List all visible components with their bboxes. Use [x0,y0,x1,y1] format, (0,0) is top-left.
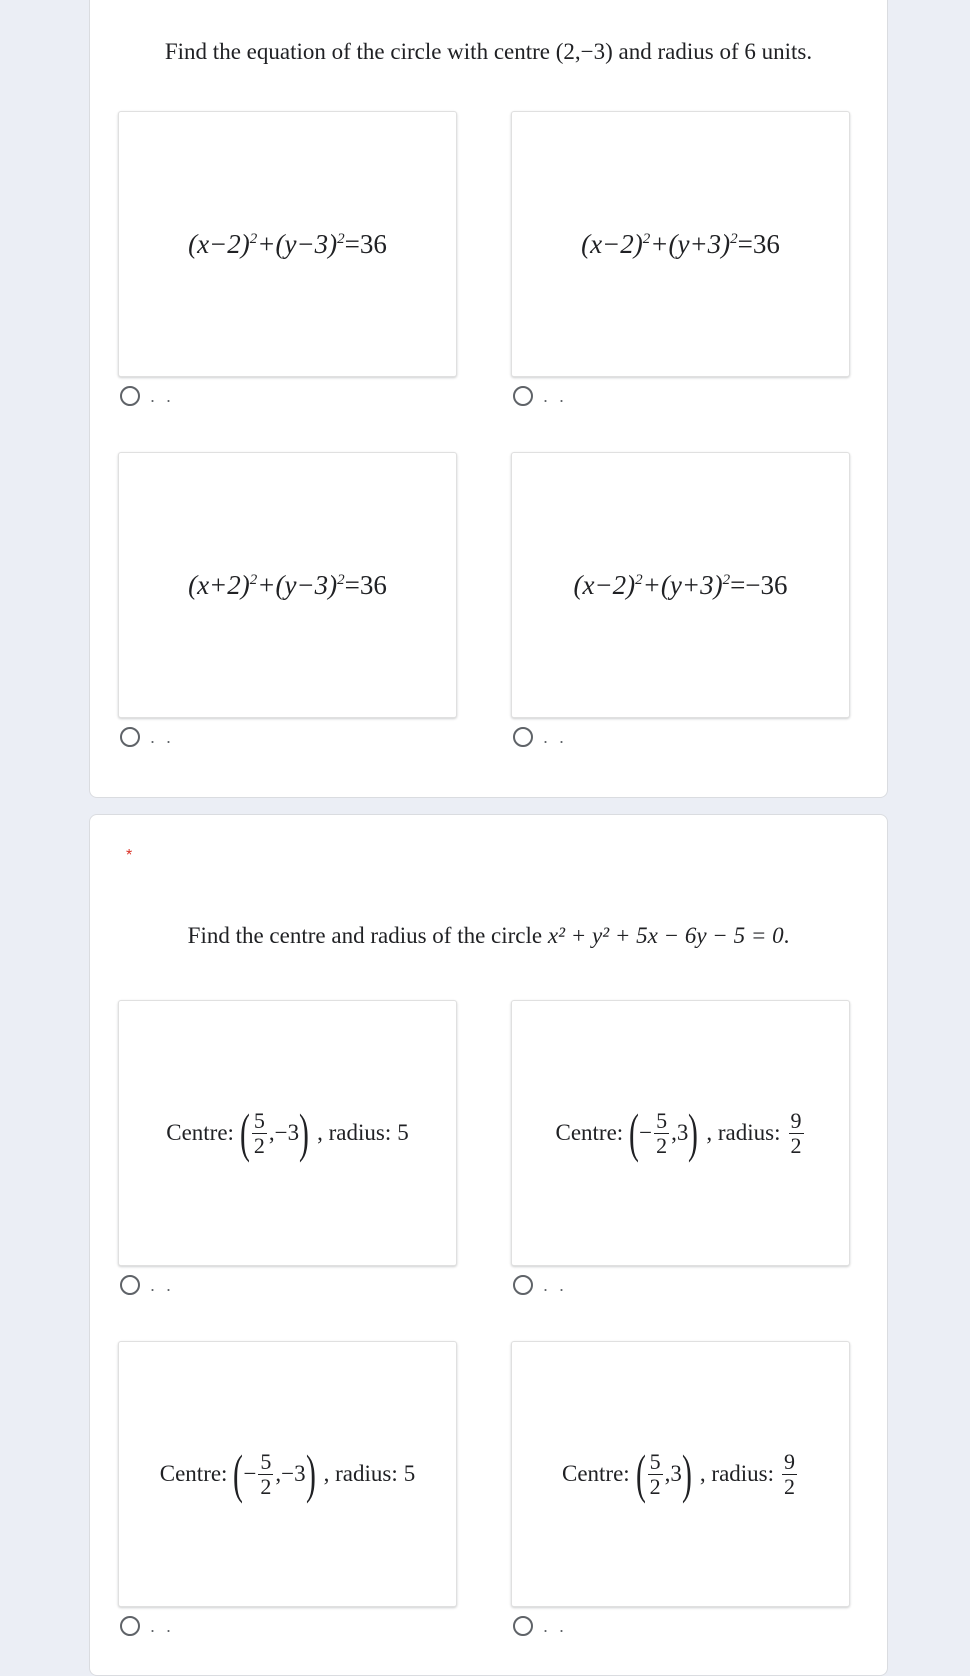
question-2-title: Find the centre and radius of the circle x² + y² + 5x − 6y − 5 = 0. [187,923,790,948]
option-1d-radio[interactable] [513,725,567,749]
radio-circle[interactable] [513,386,533,406]
option-label: . . [543,1615,568,1636]
option-2c-image[interactable]: Centre: ( − $\frac{5}{2}$ ,−3 ) , radius: 5 [118,1341,457,1607]
required-asterisk: * [126,847,133,864]
option-label: . . [150,1615,175,1636]
option-2d-radio[interactable] [513,1614,567,1638]
option-2a-radio[interactable] [120,1273,174,1297]
option-2b-image[interactable]: Centre: ( − $\frac{5}{2}$ ,3 ) , radius: $\frac{9}{2}$ [511,1000,850,1266]
option-label: . . [543,385,568,406]
radio-circle[interactable] [120,1275,140,1295]
radio-circle[interactable] [513,727,533,747]
option-1d-image[interactable]: $(x-2)^2+(y+3)^2=-36$ [511,452,850,718]
option-label: . . [543,1274,568,1295]
radio-circle[interactable] [513,1616,533,1636]
option-2a-image[interactable]: Centre: ( $\frac{5}{2}$ ,−3 ) , radius: 5 [118,1000,457,1266]
option-1a-radio[interactable] [120,384,174,408]
option-label: . . [150,1274,175,1295]
option-1c-radio[interactable] [120,725,174,749]
option-2b-radio[interactable] [513,1273,567,1297]
option-label: . . [150,385,175,406]
option-1b-radio[interactable] [513,384,567,408]
radio-circle[interactable] [120,386,140,406]
option-2d-image[interactable]: Centre: ( $\frac{5}{2}$ ,3 ) , radius: $\frac{9}{2}$ [511,1341,850,1607]
option-1c-image[interactable]: $(x+2)^2+(y-3)^2=36$ [118,452,457,718]
radio-circle[interactable] [120,1616,140,1636]
radio-circle[interactable] [513,1275,533,1295]
option-1a-image[interactable]: $(x-2)^2+(y-3)^2=36$ [118,111,457,377]
radio-circle[interactable] [120,727,140,747]
question-1-title: Find the equation of the circle with centre (2,−3) and radius of 6 units. [164,39,813,64]
question-card-2 [89,814,888,1676]
option-1b-image[interactable]: $(x-2)^2+(y+3)^2=36$ [511,111,850,377]
option-2c-radio[interactable] [120,1614,174,1638]
option-label: . . [150,726,175,747]
option-label: . . [543,726,568,747]
question-card-1 [89,0,888,798]
